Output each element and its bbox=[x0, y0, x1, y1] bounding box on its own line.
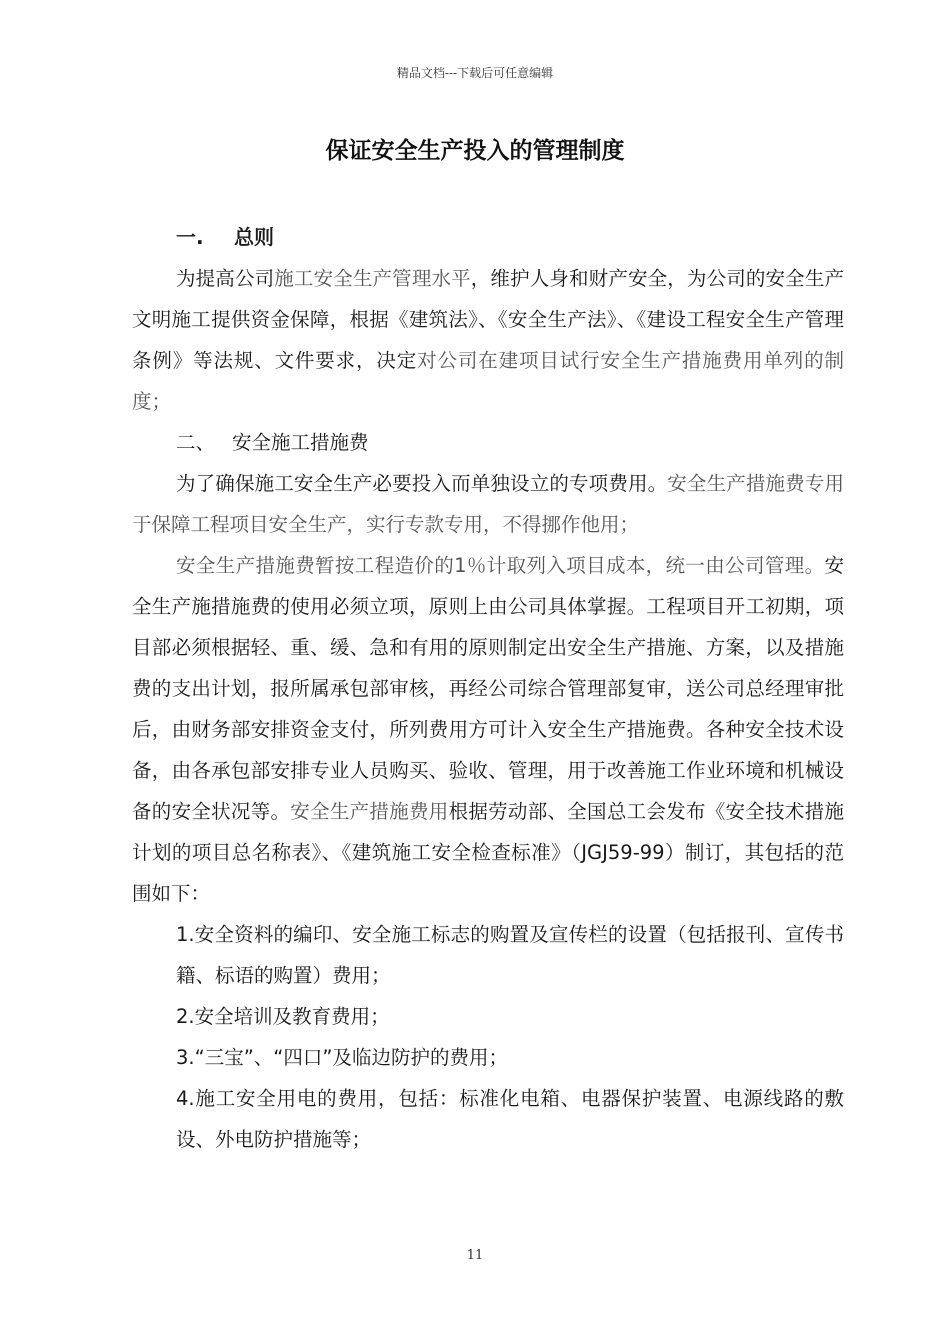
list-item: 1.安全资料的编印、安全施工标志的购置及宣传栏的设置（包括报刊、宣传书籍、标语的购置）费用； bbox=[176, 923, 844, 987]
text-run-gray: 安全生产措施费暂按工程造价的1％计取列入项目成本，统一由公司管理。 bbox=[176, 554, 825, 577]
section-number: 一. bbox=[176, 225, 204, 249]
text-run: 为提高公司 bbox=[176, 267, 275, 290]
paragraph-definition bbox=[132, 463, 844, 545]
section-title: 安全施工措施费 bbox=[232, 431, 369, 454]
text-run-gray: 安全生产措施费专用于保障工程项目安全生产，实行专款专用，不得挪作他用； bbox=[132, 472, 844, 536]
text-run-gray: 施工安全生产管理水平 bbox=[274, 267, 471, 290]
text-run: ，维护人身和财产安全，为公司的安全生产文明施工提供资金保障，根据《建筑法》、《安全生产法》、《建设工程安全生产管理条例》等法规、文件要求，决定 bbox=[132, 267, 844, 372]
list-item: 3.“三宝”、“四口”及临边防护的费用； bbox=[176, 1046, 509, 1069]
list-item: 4.施工安全用电的费用，包括：标准化电箱、电器保护装置、电源线路的敷设、外电防护措施等； bbox=[176, 1087, 844, 1151]
section-heading-1 bbox=[132, 217, 844, 258]
page-number: 11 bbox=[466, 1248, 484, 1263]
text-run: 为了确保施工安全生产必要投入而单独设立的专项费用。 bbox=[176, 472, 668, 495]
text-run: 安全生产施措施费的使用必须立项，原则上由公司具体掌握。工程项目开工初期，项目部必须根据轻、重、缓、急和有用的原则制定出安全生产措施、方案，以及措施费的支出计划，报所属承包部审核，再经公司综合管理部复审，送公司总经理审批后，由财务部安排资金支付，所列费用方可计入安全生产措施费。各种安全技术设备，由各承包部安排专业人员购买、验收、管理，用于改善施工作业环境和机械设备的安全状况等。 bbox=[132, 554, 844, 823]
document-body bbox=[132, 217, 844, 1160]
text-run-gray: 对公司在建项目试行安全生产措施费用单列的制度； bbox=[132, 349, 844, 413]
document-title: 保证安全生产投入的管理制度 bbox=[325, 138, 625, 164]
paragraph-general bbox=[132, 258, 844, 422]
page-header: 精品文档---下载后可任意编辑 bbox=[396, 66, 554, 80]
text-run-gray: 安全生产措施费用 bbox=[290, 800, 449, 823]
section-number: 二、 bbox=[176, 431, 216, 454]
paragraph-management bbox=[132, 545, 844, 914]
section-title: 总则 bbox=[234, 225, 274, 249]
text-run: 根据劳动部、全国总工会发布《安全技术措施计划的项目总名称表》、《建筑施工安全检查标准》（JGJ59-99）制订，其包括的范围如下： bbox=[132, 800, 844, 905]
section-heading-2 bbox=[132, 422, 844, 463]
list-item: 2.安全培训及教育费用； bbox=[176, 1005, 390, 1028]
